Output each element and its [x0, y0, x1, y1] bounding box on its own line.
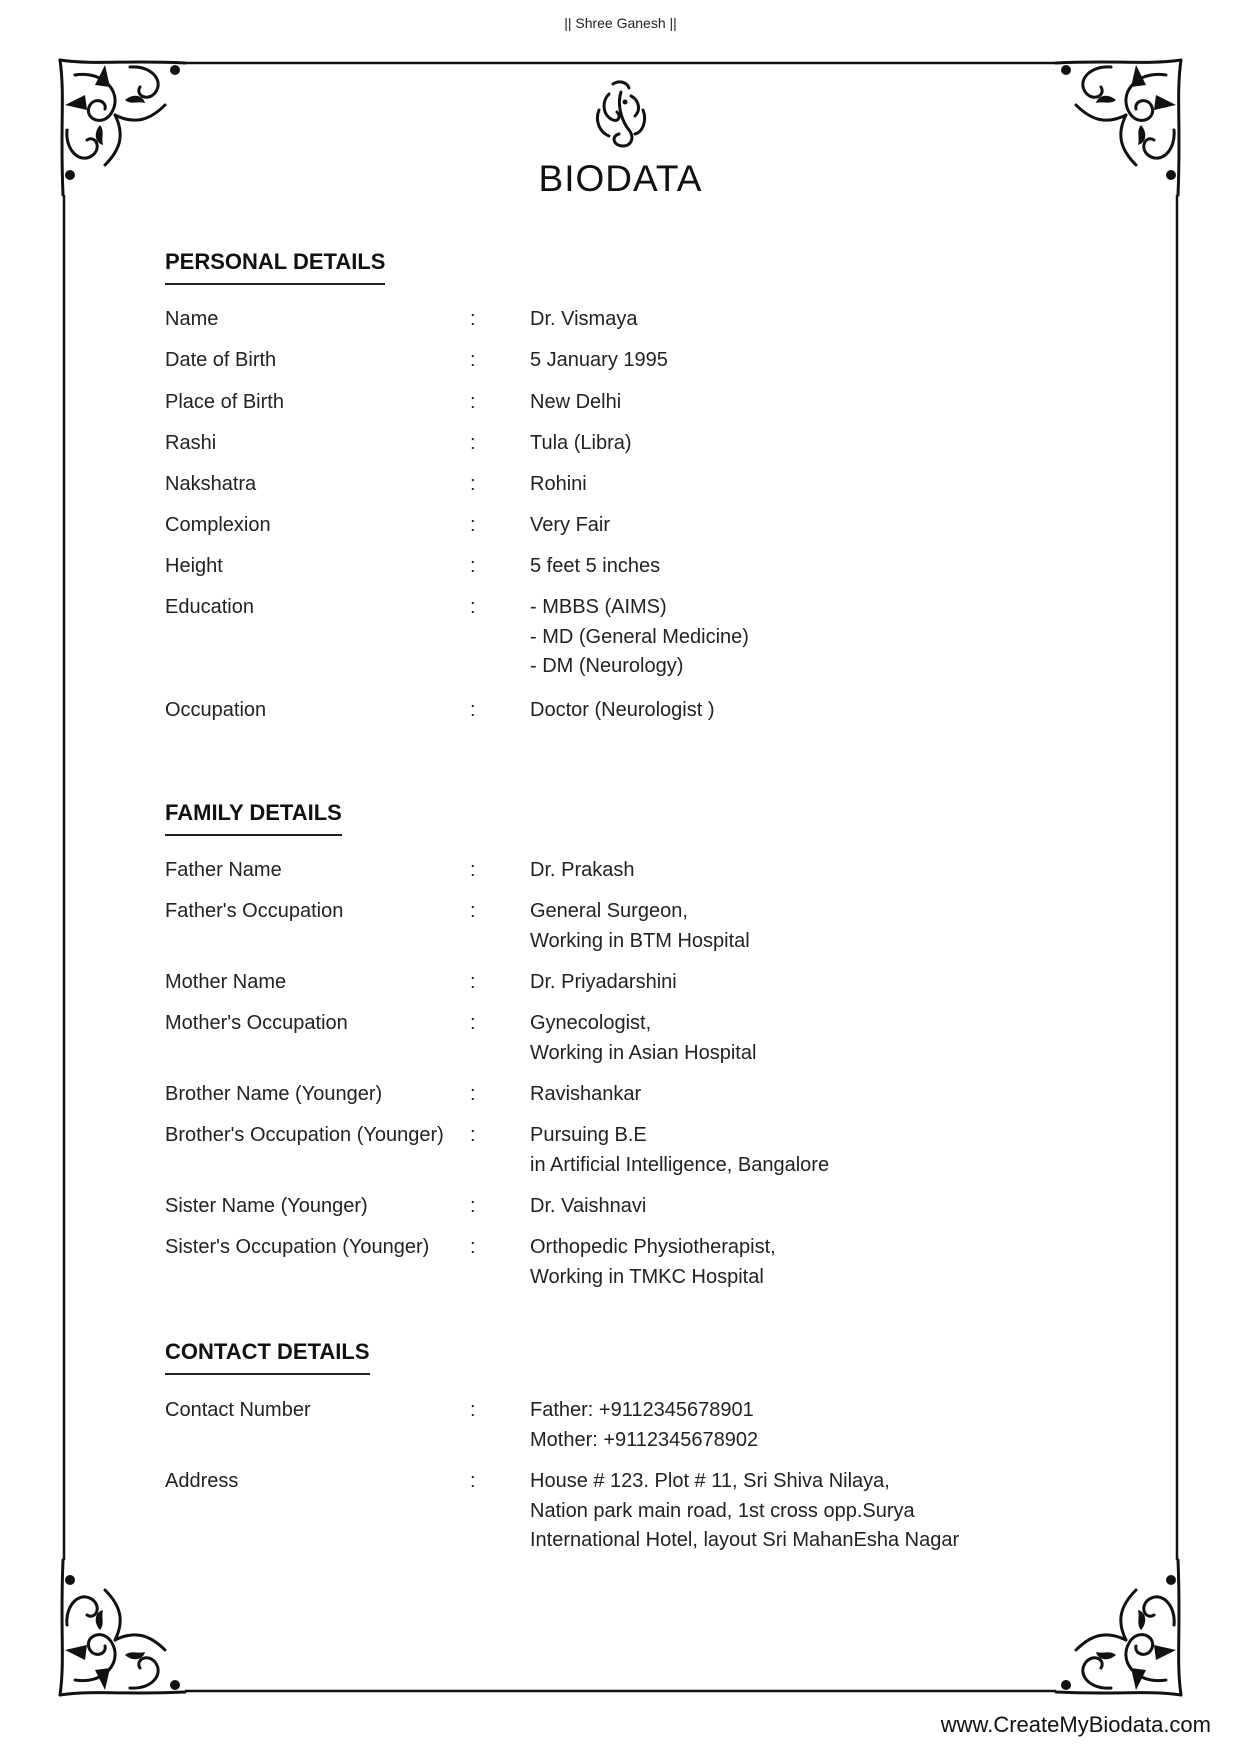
- detail-label: Place of Birth: [165, 391, 284, 413]
- detail-value-line: - MBBS (AIMS): [530, 596, 667, 618]
- detail-value-line: 5 January 1995: [530, 349, 668, 371]
- detail-value-line: in Artificial Intelligence, Bangalore: [530, 1153, 830, 1176]
- personal-details-heading: PERSONAL DETAILS: [165, 249, 385, 285]
- footer-website: www.CreateMyBiodata.com: [940, 1712, 1211, 1737]
- detail-value: [530, 593, 749, 682]
- detail-value-line: Nation park main road, 1st cross opp.Surya: [530, 1499, 915, 1522]
- detail-value-line: Dr. Prakash: [530, 859, 635, 881]
- detail-value-line: Ravishankar: [530, 1083, 642, 1105]
- detail-separator: :: [470, 555, 476, 577]
- detail-separator: :: [470, 699, 476, 721]
- detail-value: [530, 1233, 776, 1292]
- detail-value-line: Dr. Vismaya: [530, 308, 638, 330]
- detail-value-line: Tula (Libra): [530, 432, 632, 454]
- page-title: BIODATA: [538, 158, 703, 199]
- detail-value-line: House # 123. Plot # 11, Sri Shiva Nilaya,: [530, 1470, 890, 1492]
- detail-value: [530, 1121, 829, 1180]
- detail-value: [530, 388, 621, 418]
- detail-label: Height: [165, 555, 223, 577]
- detail-value-line: Orthopedic Physiotherapist,: [530, 1236, 776, 1258]
- detail-separator: :: [470, 596, 476, 618]
- ornament-corner-bottom-right: [1036, 1550, 1186, 1700]
- detail-value-line: 5 feet 5 inches: [530, 555, 661, 577]
- detail-value-line: - DM (Neurology): [530, 655, 684, 677]
- detail-value: [530, 552, 660, 582]
- detail-value-line: Doctor (Neurologist ): [530, 699, 715, 721]
- detail-label: Date of Birth: [165, 349, 277, 371]
- detail-value: [530, 1396, 758, 1455]
- detail-label: Complexion: [165, 514, 271, 536]
- detail-value-line: International Hotel, layout Sri MahanEsha Nagar: [530, 1529, 960, 1551]
- detail-separator: :: [470, 971, 476, 993]
- detail-label: Education: [165, 596, 254, 618]
- detail-separator: :: [470, 1012, 476, 1034]
- detail-value-line: - MD (General Medicine): [530, 625, 749, 648]
- detail-value-line: Working in BTM Hospital: [530, 929, 750, 952]
- detail-value: [530, 305, 637, 335]
- family-details-heading: FAMILY DETAILS: [165, 800, 342, 836]
- detail-label: Rashi: [165, 432, 217, 454]
- detail-label: Father's Occupation: [165, 900, 344, 922]
- detail-label: Address: [165, 1470, 239, 1492]
- detail-label: Contact Number: [165, 1399, 311, 1421]
- detail-value: [530, 897, 750, 956]
- detail-value-line: Working in Asian Hospital: [530, 1041, 757, 1064]
- detail-separator: :: [470, 1470, 476, 1492]
- detail-label: Name: [165, 308, 219, 330]
- detail-separator: :: [470, 1195, 476, 1217]
- detail-value: [530, 696, 715, 726]
- detail-value: [530, 856, 634, 886]
- detail-separator: :: [470, 432, 476, 454]
- header: [0, 80, 1241, 200]
- top-note: || Shree Ganesh ||: [564, 15, 677, 31]
- detail-value: [530, 1192, 646, 1222]
- detail-value-line: Working in TMKC Hospital: [530, 1265, 764, 1288]
- detail-value: [530, 1009, 756, 1068]
- detail-value: [530, 1467, 959, 1556]
- detail-separator: :: [470, 1236, 476, 1258]
- detail-value: [530, 511, 610, 541]
- detail-value: [530, 470, 587, 500]
- detail-label: Father Name: [165, 859, 282, 881]
- contact-details-heading: CONTACT DETAILS: [165, 1339, 370, 1375]
- detail-value-line: General Surgeon,: [530, 900, 688, 922]
- detail-value-line: Mother: +9112345678902: [530, 1428, 759, 1451]
- detail-separator: :: [470, 900, 476, 922]
- detail-label: Mother's Occupation: [165, 1012, 348, 1034]
- detail-separator: :: [470, 859, 476, 881]
- detail-value-line: Pursuing B.E: [530, 1124, 647, 1146]
- detail-separator: :: [470, 1124, 476, 1146]
- detail-separator: :: [470, 1399, 476, 1421]
- detail-value: [530, 968, 677, 998]
- ornament-corner-bottom-left: [55, 1550, 205, 1700]
- detail-separator: :: [470, 514, 476, 536]
- detail-label: Mother Name: [165, 971, 287, 993]
- detail-separator: :: [470, 308, 476, 330]
- detail-value-line: Dr. Priyadarshini: [530, 971, 677, 993]
- detail-value-line: New Delhi: [530, 391, 622, 413]
- detail-value-line: Dr. Vaishnavi: [530, 1195, 647, 1217]
- detail-label: Brother Name (Younger): [165, 1083, 383, 1105]
- detail-value: [530, 1080, 641, 1110]
- detail-value-line: Gynecologist,: [530, 1012, 652, 1034]
- detail-separator: :: [470, 1083, 476, 1105]
- detail-separator: :: [470, 349, 476, 371]
- detail-value-line: Very Fair: [530, 514, 611, 536]
- detail-separator: :: [470, 473, 476, 495]
- ganesh-icon: [591, 80, 651, 152]
- detail-separator: :: [470, 391, 476, 413]
- detail-label: Sister's Occupation (Younger): [165, 1236, 430, 1258]
- detail-label: Nakshatra: [165, 473, 257, 495]
- detail-label: Occupation: [165, 699, 267, 721]
- detail-value: [530, 346, 668, 376]
- detail-value-line: Rohini: [530, 473, 587, 495]
- detail-label: Sister Name (Younger): [165, 1195, 368, 1217]
- detail-value-line: Father: +9112345678901: [530, 1399, 754, 1421]
- detail-label: Brother's Occupation (Younger): [165, 1124, 444, 1146]
- detail-value: [530, 429, 632, 459]
